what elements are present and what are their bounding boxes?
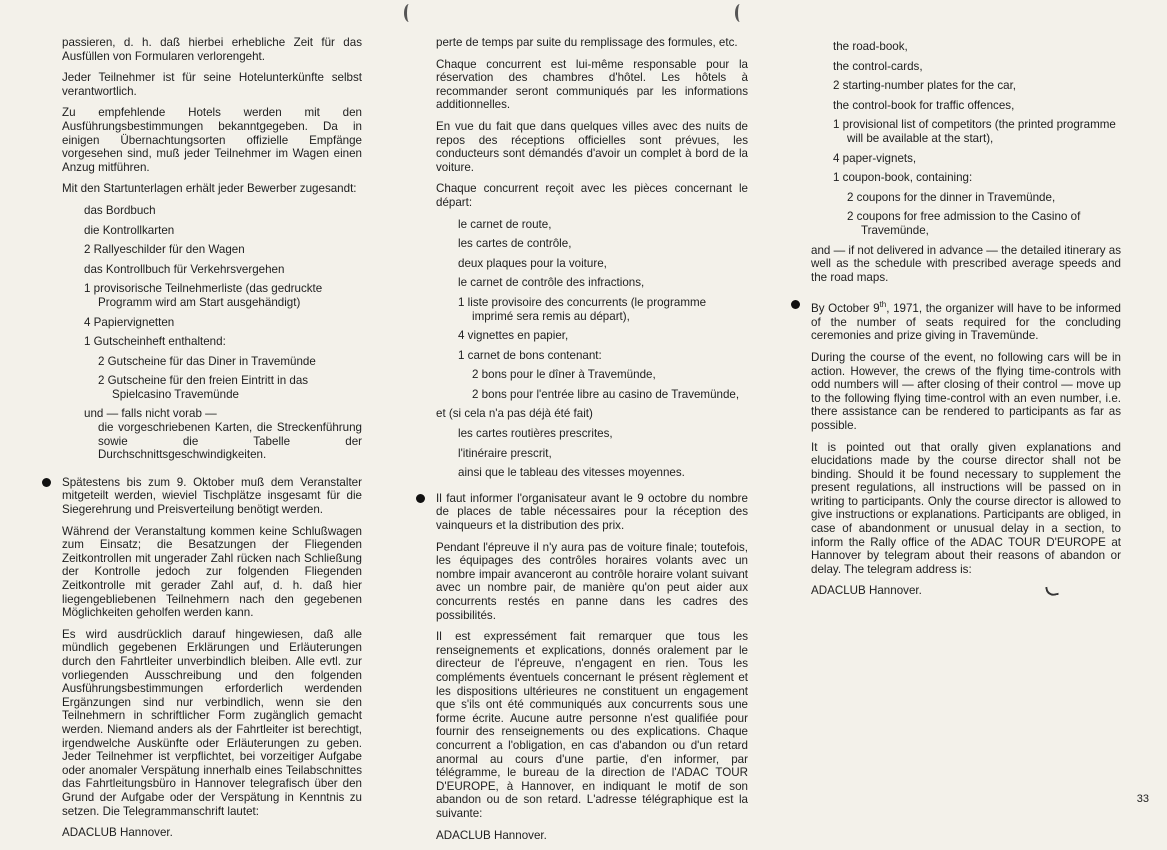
list-item: 2 Rallyeschilder für den Wagen [84,243,245,257]
text-run: , 1971, the organizer will have to be informed of the number of seats required for the concluding ceremonies and prize giving in Travemünde. [811,302,1121,343]
list-item: et (si cela n'a pas déjà été fait) [436,407,593,421]
list-item: 4 paper-vignets, [833,151,917,165]
telegram-address: ADACLUB Hannover. [62,826,173,840]
binder-hole-right [735,4,745,22]
telegram-address: ADACLUB Hannover. [436,828,547,842]
list-item: the road-book, [833,40,908,53]
bullet-paragraph [811,298,1121,343]
list-subitem: 2 coupons for free admission to the Casino of Travemünde, [847,210,1081,237]
list-subitem: 2 Gutscheine für das Diner in Travemünde [98,354,316,368]
list-item: le carnet de route, [458,217,552,231]
list-subitem: 2 bons pour l'entrée libre au casino de Travemünde, [472,387,740,401]
list-subitem: 2 coupons for the dinner in Travemünde, [847,190,1056,204]
list-item: 4 vignettes en papier, [458,329,569,343]
paragraph: Jeder Teilnehmer ist für seine Hotelunterkünfte selbst verantwortlich. [62,71,362,98]
list-item: 1 liste provisoire des concurrents (le programme imprimé sera remis au départ), [458,295,707,323]
text-run: By October 9 [811,302,880,316]
column-english [811,40,1121,606]
list-item: le carnet de contrôle des infractions, [458,276,645,290]
list-item: deux plaques pour la voiture, [458,256,607,270]
paragraph: Chaque concurrent reçoit avec les pièces concernant le départ: [436,182,748,209]
list-item: das Bordbuch [84,203,156,217]
list-item: das Kontrollbuch für Verkehrsvergehen [84,262,285,276]
paragraph: Pendant l'épreuve il n'y aura pas de voiture finale; toutefois, les équipages des contrôles horaires volants avec un nombre impair avanceront au contrôle horaire volant suivant avec un nombre pair, de manière qu'on peut aider aux concurrents restés en panne dans les cadres des possibilités. [436,540,748,622]
paragraph: Il est expressément fait remarquer que tous les renseignements et explications, donnés oralement par le directeur de l'épreuve, n'engagent en rien. Tous les compléments éventuels concernant le présent règlement et les dispositions ultérieures ne constituent un engagement que s'ils ont été communiqués aux concurrents sous une forme écrite. Aucune autre personne n'est qualifiée pour fournir des renseignements ou des explications. Chaque concurrent a l'obligation, en cas d'abandon ou d'un retard anormal au cours d'une partie, d'en informer, par télégramme, le bureau de la direction de l'ADAC TOUR D'EUROPE, à Hannover, en indiquant le motif de son abandon ou de son retard. L'adresse télégraphique est la suivante: [436,630,748,820]
paragraph: Während der Veranstaltung kommen keine Schlußwagen zum Einsatz; die Besatzungen der Fliegenden Zeitkontrollen mit ungerader Zahl rücken nach Schließung der Kontrolle jedoch zur folgenden Fliegenden Zeitkontrolle mit gerader Zahl auf, d. h. daß hier liegengebliebenen Teilnehmern nach den gegebenen Möglichkeiten geholfen werden kann. [62,524,362,620]
telegram-address: ADACLUB Hannover. [811,584,922,598]
paragraph: During the course of the event, no following cars will be in action. However, the crews of the flying time-controls with odd numbers will — after closing of their control — move up to the following flying time-control with an even number, i.e. there assistance can be rendered to participants as far as possible. [811,350,1121,432]
list-item: the control-book for traffic offences, [833,98,1015,112]
superscript: th [879,300,887,310]
list-item: 1 coupon-book, containing: [833,171,973,185]
list-item: the control-cards, [833,59,923,73]
paragraph: It is pointed out that orally given explanations and elucidations made by the course director shall not be binding. Should it be found necessary to supplement the present regulations, all instructions will be passed on in writing to participants. Only the course director is allowed to give instructions or explanations. Participants are obliged, in case of abandonment or unusual delay in a section, to inform the Rally office of the ADAC TOUR D'EUROPE at Hannover by telegram about their reasons of abandon or delay. The telegram address is: [811,440,1121,576]
list-item: les cartes de contrôle, [458,237,572,251]
list-item: 2 starting-number plates for the car, [833,79,1017,93]
paragraph: Chaque concurrent est lui-même responsable pour la réservation des chambres d'hôtel. Les hôtels à recommander seront communiqués par les informations additionnelles. [436,57,748,112]
list-item: 1 Gutscheinheft enthaltend: [84,335,226,349]
list-subitem: 2 bons pour le dîner à Travemünde, [472,368,656,382]
paragraph: passieren, d. h. daß hierbei erhebliche Zeit für das Ausfüllen von Formularen verlorengeht. [62,36,362,63]
paragraph: Zu empfehlende Hotels werden mit den Ausführungsbestimmungen bekanntgegeben. Da in einigen Übernachtungsorten offizielle Empfänge vorgesehen sind, muß jeder Teilnehmer im Wagen einen Anzug mitführen. [62,106,362,174]
list-item: 1 carnet de bons contenant: [458,348,602,362]
paragraph: perte de temps par suite du remplissage des formules, etc. [436,36,738,49]
paragraph: En vue du fait que dans quelques villes avec des nuits de repos des réceptions officielles sont prévues, les conducteurs sont démandés d'avoir un complet à bord de la voiture. [436,119,748,174]
binder-hole-left [404,4,414,22]
paragraph: Mit den Startunterlagen erhält jeder Bewerber zugesandt: [62,182,357,196]
paragraph: and — if not delivered in advance — the detailed itinerary as well as the schedule with prescribed average speeds and the road maps. [811,243,1121,284]
list-item: die Kontrollkarten [84,223,175,237]
list-item: 4 Papiervignetten [84,315,175,329]
list-item: les cartes routières prescrites, [458,427,613,441]
list-item: 1 provisional list of competitors (the printed programme will be available at the start), [833,118,1116,145]
column-french [436,36,748,850]
column-german [62,36,362,848]
list-item: 1 provisorische Teilnehmerliste (das gedruckte Programm wird am Start ausgehändigt) [84,282,323,309]
list-item: l'itinéraire prescrit, [458,446,552,460]
list-item: und — falls nicht vorab — [84,407,217,421]
bullet-paragraph: Il faut informer l'organisateur avant le 9 octobre du nombre de places de table nécessaires pour la réception des vainqueurs et la distribution des prix. [436,491,748,533]
list-item: ainsi que le tableau des vitesses moyennes. [458,466,685,480]
bullet-paragraph: Spätestens bis zum 9. Oktober muß dem Veranstalter mitgeteilt werden, wieviel Tischplätze insgesamt für die Siegerehrung und Preisverteilung benötigt werden. [62,475,362,517]
list-item-continuation: die vorgeschriebenen Karten, die Streckenführung sowie die Tabelle der Durchschnittsgeschwindigkeiten. [98,421,362,462]
page-number: 33 [1136,793,1149,805]
paragraph: Es wird ausdrücklich darauf hingewiesen, daß alle mündlich gegebenen Erklärungen und Erläuterungen durch den Fahrtleiter unverbindlich bleiben. Alle evtl. zur vorliegenden Ausschreibung und den folgenden Ausführungsbestimmungen erforderlich werdenden Ergänzungen sind nur verbindlich, wenn sie den Teilnehmern in schriftlicher Form zugänglich gemacht werden. Niemand anders als der Fahrtleiter ist berechtigt, irgendwelche Auskünfte oder Erläuterungen zu geben. Jeder Teilnehmer ist verpflichtet, bei vorzeitiger Aufgabe oder anomaler Verspätung innerhalb eines Teilabschnittes das Fahrtleitungsbüro in Hannover telegrafisch über den Grund der Aufgabe oder der Verspätung in Kenntnis zu setzen. Die Telegrammanschrift lautet: [62,627,362,818]
list-subitem: 2 Gutscheine für den freien Eintritt in das Spielcasino Travemünde [98,374,309,401]
